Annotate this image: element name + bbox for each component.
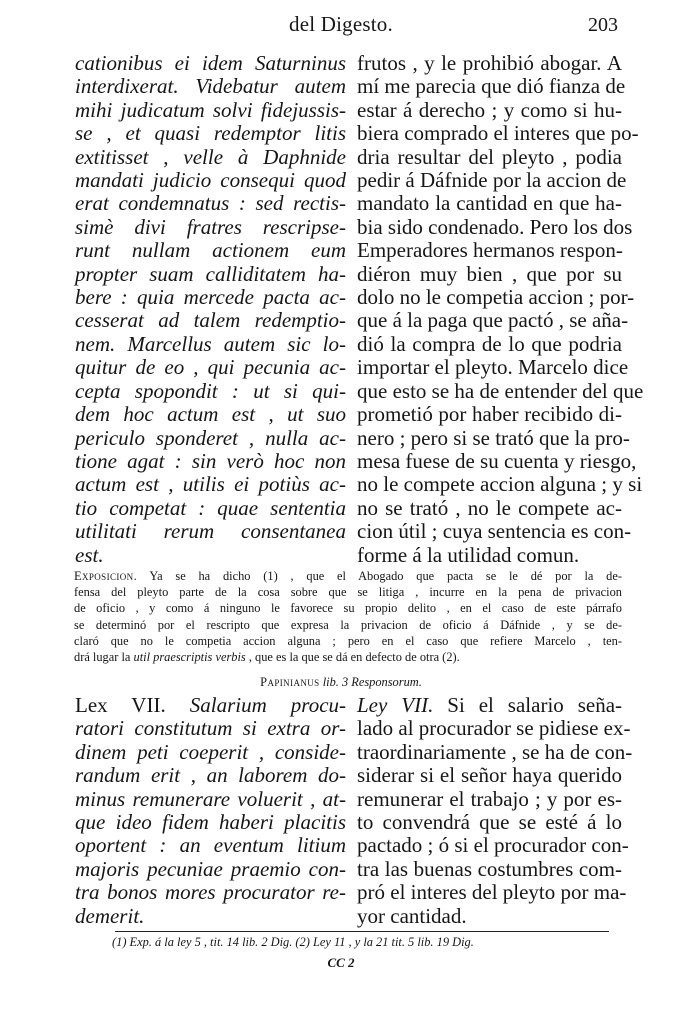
text-line: frutos , y le prohibió abogar. A	[357, 51, 622, 75]
commentary-line: Ya se ha dicho (1) , que el Abogado que pacta se le dé por la de-	[149, 569, 622, 583]
text-line: oportent : an eventum litium	[75, 833, 346, 858]
text-line: cesserat ad talem redemptio-	[75, 308, 346, 333]
text-line: dió la compra de lo que podria	[357, 331, 622, 356]
text-line: mandato la cantidad en que ha-	[357, 191, 622, 216]
text-line: ratori constitutum si extra or-	[75, 716, 346, 741]
text-line: pactado ; ó si el procurador con-	[357, 833, 629, 858]
latin-line: Salarium procu-	[189, 693, 347, 717]
text-line: to convendrá que se esté á lo	[357, 810, 622, 835]
commentary-line: , que es la que se dá en defecto de otra (2).	[248, 650, 460, 665]
text-line: remunerar el trabajo ; y por es-	[357, 786, 622, 811]
commentary-line: drá lugar la	[74, 650, 131, 665]
latin-column-bottom	[75, 694, 346, 928]
spanish-column-top	[357, 51, 644, 567]
text-line: mihi judicatum solvi fidejussis-	[75, 97, 346, 122]
text-line: dem hoc actum est , ut suo	[75, 402, 346, 427]
text-line: randum erit , an laborem do-	[75, 763, 346, 788]
text-line: dria resultar del pleyto , podia	[357, 144, 622, 169]
text-line: propter suam calliditatem ha-	[75, 261, 346, 286]
text-line: nero ; pero si se trató que la pro-	[357, 425, 630, 450]
text-line: no se trató , no le compete ac-	[357, 495, 622, 520]
text-line: bere : quia mercede pacta ac-	[75, 285, 346, 310]
text-line: mandati judicio consequi quod	[75, 168, 346, 193]
footnotes: (1) Exp. á la ley 5 , tit. 14 lib. 2 Dig. (2) Ley 11 , y la 21 tit. 5 lib. 19 Dig.	[112, 935, 474, 949]
footnote-rule	[115, 931, 609, 932]
text-line: pró el interes del pleyto por ma-	[357, 880, 627, 905]
text-line: tra bonos mores procurator re-	[75, 880, 346, 905]
text-line: utilitati rerum consentanea	[75, 519, 346, 544]
text-line: forme á la utilidad comun.	[357, 542, 580, 567]
commentary-block	[74, 568, 622, 665]
text-line: biera comprado el interes que po-	[357, 121, 639, 146]
text-line: tione agat : sin verò hoc non	[75, 448, 346, 473]
text-line: prometió por haber recibido di-	[357, 402, 622, 427]
text-line: est.	[75, 542, 104, 567]
text-line: runt nullam actionem eum	[75, 238, 346, 263]
spanish-lines-bottom	[357, 716, 633, 928]
spanish-line: Si el salario seña-	[447, 693, 623, 717]
text-line: tra las buenas costumbres com-	[357, 856, 622, 881]
text-line: Emperadores hermanos respon-	[357, 238, 623, 263]
text-line: que esto se ha de entender del que	[357, 378, 644, 403]
section-source: lib. 3 Responsorum.	[322, 675, 422, 689]
text-line: importar el pleyto. Marcelo dice	[357, 355, 629, 380]
text-line: actum est , utilis ei potiùs ac-	[75, 472, 346, 497]
text-line: quitur de eo , qui pecunia ac-	[75, 355, 346, 380]
section-heading	[0, 675, 682, 690]
text-line: cationibus ei idem Saturninus	[75, 51, 346, 75]
text-line: erat condemnatus : sed rectis-	[75, 191, 346, 216]
page-header-title: del Digesto.	[289, 12, 393, 36]
text-line: estar á derecho ; y como si hu-	[357, 97, 622, 122]
text-line: no le compete accion alguna ; y si	[357, 472, 643, 497]
latin-lines-bottom	[75, 717, 346, 928]
commentary-label: Exposicion.	[74, 569, 138, 583]
text-line: yor cantidad.	[357, 903, 467, 928]
text-line: siderar si el señor haya querido	[357, 763, 622, 788]
text-line: mí me parecia que dió fianza de	[357, 74, 626, 99]
text-line: que á la paga que pactó , se aña-	[357, 308, 629, 333]
law-number-latin: Lex VII.	[75, 693, 166, 717]
text-line: majoris pecuniae praemio con-	[75, 856, 346, 881]
commentary-italic-phrase: util praescriptis verbis	[133, 650, 246, 665]
text-line: pedir á Dáfnide por la accion de	[357, 168, 627, 193]
commentary-line: se determinó por el rescripto que expresa la privacion de oficio á Dáfnide , y se de-	[74, 617, 622, 632]
text-line: se , et quasi redemptor litis	[75, 121, 346, 146]
text-line: simè divi fratres rescripse-	[75, 214, 346, 239]
text-line: traordinariamente , se ha de con-	[357, 739, 633, 764]
text-line: nem. Marcellus autem sic lo-	[75, 331, 346, 356]
text-line: interdixerat. Videbatur autem	[75, 74, 346, 99]
text-line: dolo no le competia accion ; por-	[357, 285, 635, 310]
text-line: dinem peti coeperit , conside-	[75, 739, 346, 764]
signature-mark: CC 2	[327, 955, 355, 970]
law-number-spanish: Ley VII.	[357, 693, 434, 717]
text-line: lado al procurador se pidiese ex-	[357, 716, 631, 741]
text-line: extitisset , velle à Daphnide	[75, 144, 346, 169]
text-line: cepta spopondit : ut si qui-	[75, 378, 346, 403]
text-line: periculo sponderet , nulla ac-	[75, 425, 346, 450]
text-line: bia sido condenado. Pero los dos	[357, 214, 633, 239]
text-line: tio competat : quae sententia	[75, 495, 346, 520]
commentary-line: fensa del pleyto parte de la cosa sobre que se litiga , incurre en la pena de privacion	[74, 585, 622, 600]
text-line: demerit.	[75, 903, 145, 928]
latin-column-top	[75, 52, 346, 567]
commentary-line: claró que no le competia accion alguna ; pero en el caso que refiere Marcelo , ten-	[74, 633, 622, 648]
text-line: mesa fuese de su cuenta y riesgo,	[357, 448, 637, 473]
spanish-column-bottom	[357, 693, 633, 928]
commentary-line: de oficio , y como á ninguno le favorece su propio delito , en el caso de este párrafo	[74, 601, 622, 616]
text-line: cion útil ; cuya sentencia es con-	[357, 519, 632, 544]
text-line: que ideo fidem haberi placitis	[75, 810, 346, 835]
text-line: diéron muy bien , que por su	[357, 261, 622, 286]
page-number: 203	[588, 14, 618, 36]
text-line: minus remunerare voluerit , at-	[75, 786, 346, 811]
section-author: Papinianus	[260, 675, 320, 689]
